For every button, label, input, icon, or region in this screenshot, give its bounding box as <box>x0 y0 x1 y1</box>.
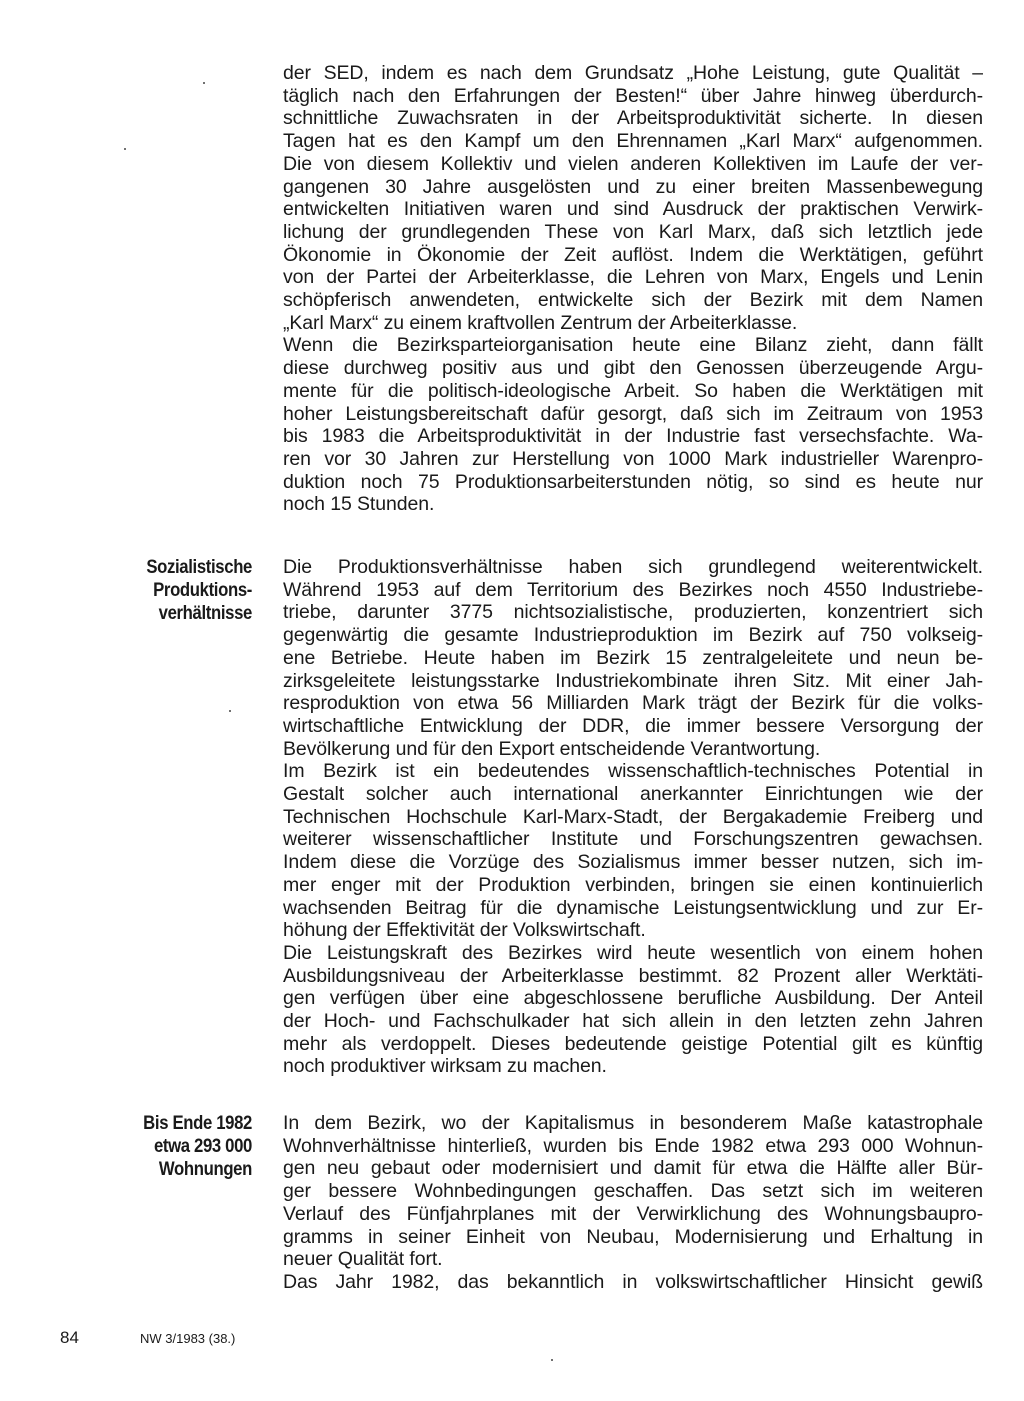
text-line: ger bessere Wohnbedingungen geschaffen. Das setzt sich im weiteren <box>283 1180 983 1203</box>
text-line: Ökonomie in Ökonomie der Zeit auflöst. Indem die Werktätigen, geführt <box>283 243 983 266</box>
margin-heading-line: etwa 293 000 <box>153 1136 252 1157</box>
text-line: weiterer wissenschaftlicher Institute und Forschungszentren gewachsen. <box>283 828 983 851</box>
text-block-housing <box>283 1112 983 1294</box>
text-line: gangenen 30 Jahre ausgelösten und zu einer breiten Massenbewegung <box>283 175 983 198</box>
text-line: resproduktion von etwa 56 Milliarden Mark trägt der Bezirk für die volks- <box>283 692 983 715</box>
margin-heading-housing <box>83 1112 252 1181</box>
paragraph <box>283 556 983 760</box>
text-line: der Hoch- und Fachschulkader hat sich allein in den letzten zehn Jahren <box>283 1010 983 1033</box>
text-line: Die von diesem Kollektiv und vielen anderen Kollektiven im Laufe der ver- <box>283 152 983 175</box>
text-line: Tagen hat es den Kampf um den Ehrennamen „Karl Marx“ aufgenommen. <box>283 130 983 153</box>
text-line: von der Partei der Arbeiterklasse, die Lehren von Marx, Engels und Lenin <box>283 266 983 289</box>
text-line: noch 15 Stunden. <box>283 493 435 516</box>
paragraph <box>283 62 983 334</box>
text-line: schöpferisch anwendeten, entwickelte sich der Bezirk mit dem Namen <box>283 289 983 312</box>
text-line: Die Produktionsverhältnisse haben sich grundlegend weiterentwickelt. <box>283 556 983 578</box>
paragraph <box>283 942 983 1078</box>
paragraph <box>283 1271 983 1294</box>
text-line: „Karl Marx“ zu einem kraftvollen Zentrum der Arbeiterklasse. <box>283 311 798 334</box>
text-line: gegenwärtig die gesamte Industrieproduktion im Bezirk auf 750 volkseig- <box>283 624 983 647</box>
text-line: schnittliche Zuwachsraten in der Arbeitsproduktivität sicherte. In diesen <box>283 107 983 130</box>
paragraph <box>283 760 983 942</box>
text-line: Indem diese die Vorzüge des Sozialismus immer besser nutzen, sich im- <box>283 851 983 874</box>
text-line: bis 1983 die Arbeitsproduktivität in der Industrie fast versechsfachte. Wa- <box>283 425 983 448</box>
text-block-continuation <box>283 62 983 516</box>
text-line: täglich nach den Erfahrungen der Besten!“ über Jahre hinweg überdurch- <box>283 84 983 107</box>
text-line: mer enger mit der Produktion verbinden, bringen sie einen kontinuierlich <box>283 873 983 896</box>
scan-speck <box>203 82 205 84</box>
text-line: hoher Leistungsbereitschaft dafür gesorgt, daß sich im Zeitraum von 1953 <box>283 402 983 425</box>
text-line: wirtschaftliche Entwicklung der DDR, die immer bessere Versorgung der <box>283 714 983 737</box>
text-line: mehr als verdoppelt. Dieses bedeutende geistige Potential gilt es künftig <box>283 1032 983 1055</box>
margin-heading-line: Wohnungen <box>158 1159 252 1180</box>
text-line: Im Bezirk ist ein bedeutendes wissenschaftlich-technisches Potential in <box>283 760 983 783</box>
scan-speck <box>124 148 126 150</box>
text-line: gen neu gebaut oder modernisiert und damit für etwa die Hälfte aller Bür- <box>283 1157 983 1180</box>
text-line: der SED, indem es nach dem Grundsatz „Hohe Leistung, gute Qualität – <box>283 62 983 84</box>
text-line: höhung der Effektivität der Volkswirtschaft. <box>283 919 646 942</box>
margin-heading-line: Bis Ende 1982 <box>143 1113 252 1134</box>
text-line: Während 1953 auf dem Territorium des Bezirkes noch 4550 Industriebe- <box>283 578 983 601</box>
issue-reference: NW 3/1983 (38.) <box>140 1331 236 1346</box>
paragraph <box>283 334 983 516</box>
paragraph <box>283 1112 983 1271</box>
scan-speck <box>229 710 231 712</box>
text-line: neuer Qualität fort. <box>283 1248 443 1271</box>
margin-heading-line: Sozialistische <box>146 557 252 578</box>
text-line: ren vor 30 Jahren zur Herstellung von 1000 Mark industrieller Warenpro- <box>283 447 983 470</box>
margin-heading-line: Produktions- <box>153 580 252 601</box>
text-line: lichung der grundlegenden These von Karl Marx, daß sich letztlich jede <box>283 220 983 243</box>
text-line: Bevölkerung und für den Export entscheidende Verantwortung. <box>283 737 821 760</box>
text-line: Gestalt solcher auch international anerkannter Einrichtungen wie der <box>283 783 983 806</box>
text-line: Die Leistungskraft des Bezirkes wird heute wesentlich von einem hohen <box>283 941 983 964</box>
text-line: diese durchweg positiv aus und gibt den Genossen überzeugende Argu- <box>283 357 983 380</box>
text-line: mente für die politisch-ideologische Arbeit. So haben die Werktätigen mit <box>283 379 983 402</box>
text-line: triebe, darunter 3775 nichtsozialistische, produzierten, konzentriert sich <box>283 601 983 624</box>
margin-heading-line: verhältnisse <box>158 603 252 624</box>
text-line: ene Betriebe. Heute haben im Bezirk 15 zentralgeleitete und neun be- <box>283 646 983 669</box>
text-line: Das Jahr 1982, das bekanntlich in volkswirtschaftlicher Hinsicht gewiß <box>283 1270 983 1293</box>
scan-speck <box>551 1359 553 1361</box>
text-line: Wohnverhältnisse hinterließ, wurden bis Ende 1982 etwa 293 000 Wohnun- <box>283 1134 983 1157</box>
page-number: 84 <box>60 1328 79 1347</box>
text-line: duktion noch 75 Produktionsarbeiterstunden nötig, so sind es heute nur <box>283 470 983 493</box>
text-line: In dem Bezirk, wo der Kapitalismus in besonderem Maße katastrophale <box>283 1112 983 1134</box>
text-line: Technischen Hochschule Karl-Marx-Stadt, der Bergakademie Freiberg und <box>283 805 983 828</box>
margin-heading-production-relations <box>83 556 252 625</box>
text-line: Verlauf des Fünfjahrplanes mit der Verwirklichung des Wohnungsbaupro- <box>283 1202 983 1225</box>
text-line: wachsenden Beitrag für die dynamische Leistungsentwicklung und zur Er- <box>283 896 983 919</box>
text-line: entwickelten Initiativen waren und sind Ausdruck der praktischen Verwirk- <box>283 198 983 221</box>
text-line: zirksgeleitete leistungsstarke Industriekombinate ihren Sitz. Mit einer Jah- <box>283 669 983 692</box>
text-line: gen verfügen über eine abgeschlossene berufliche Ausbildung. Der Anteil <box>283 987 983 1010</box>
text-line: gramms in seiner Einheit von Neubau, Modernisierung und Erhaltung in <box>283 1225 983 1248</box>
text-line: noch produktiver wirksam zu machen. <box>283 1055 607 1078</box>
text-line: Wenn die Bezirksparteiorganisation heute eine Bilanz zieht, dann fällt <box>283 334 983 357</box>
text-block-production-relations <box>283 556 983 1078</box>
text-line: Ausbildungsniveau der Arbeiterklasse bestimmt. 82 Prozent aller Werktäti- <box>283 964 983 987</box>
